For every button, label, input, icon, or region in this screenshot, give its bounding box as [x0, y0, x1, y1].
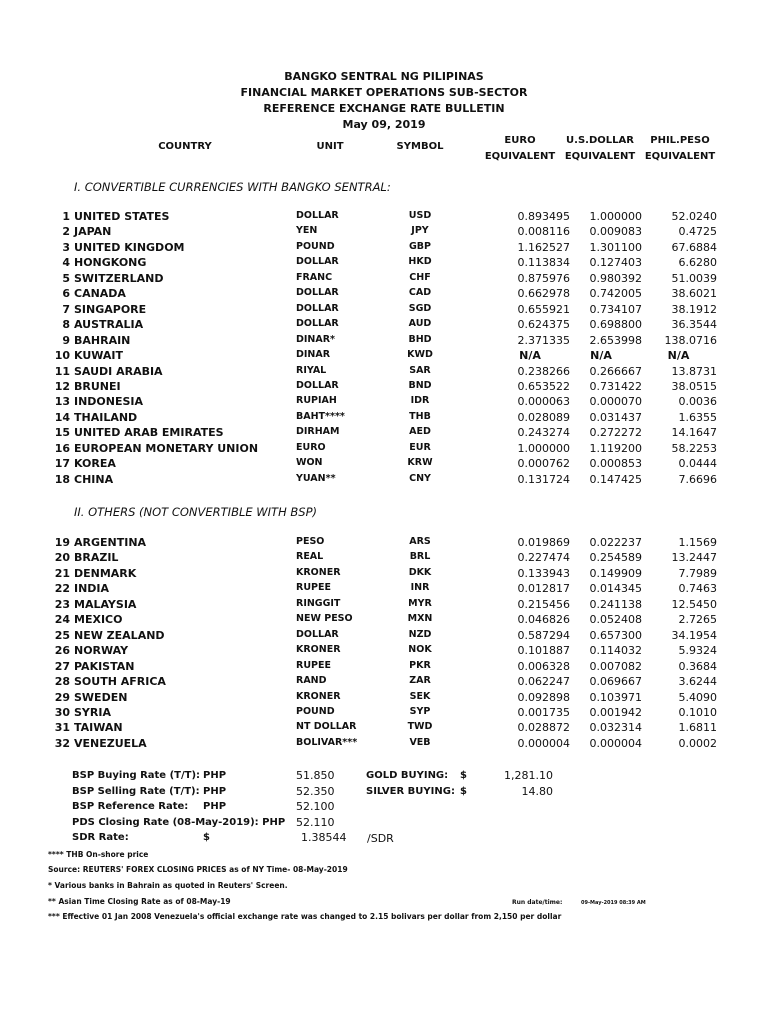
bank-name: BANGKO SENTRAL NG PILIPINAS: [284, 70, 484, 83]
row-number: 14: [54, 410, 70, 424]
currency-symbol: IDR: [410, 395, 430, 407]
bsp-reference-rate-label: BSP Reference Rate:: [72, 801, 189, 812]
currency-unit: DOLLAR: [296, 210, 339, 221]
currency-symbol: HKD: [408, 256, 432, 268]
row-number: 22: [54, 582, 70, 596]
euro-equivalent: 0.028089: [517, 410, 570, 424]
bsp-selling-rate-label: BSP Selling Rate (T/T):: [72, 786, 200, 797]
row-number: 1: [62, 210, 70, 223]
currency-symbol: DKK: [408, 566, 432, 578]
column-country: COUNTRY: [158, 141, 212, 152]
country-name: SOUTH AFRICA: [74, 675, 166, 689]
euro-equivalent: 0.875976: [517, 271, 570, 285]
currency-symbol: BRL: [409, 551, 431, 563]
euro-equivalent: 0.238266: [517, 364, 570, 378]
country-name: THAILAND: [74, 410, 138, 424]
currency-unit: DIRHAM: [296, 426, 340, 438]
php-equivalent: 67.6884: [671, 240, 717, 254]
usd-equivalent: 1.301100: [589, 240, 642, 254]
country-name: INDIA: [74, 582, 110, 596]
usd-equivalent: 0.000004: [589, 736, 642, 750]
gold-buying-value: 1,281.10: [504, 769, 553, 782]
silver-buying-value: 14.80: [521, 785, 553, 798]
currency-symbol: SGD: [408, 302, 432, 314]
currency-symbol: THB: [409, 410, 431, 422]
silver-buying-label: SILVER BUYING:: [366, 786, 455, 797]
php-equivalent: 38.0515: [671, 379, 717, 393]
euro-equivalent: 0.662978: [517, 287, 570, 301]
currency-unit: RAND: [296, 675, 327, 687]
sdr-rate-label: SDR Rate:: [72, 832, 129, 843]
currency-symbol: SEK: [409, 690, 431, 702]
currency-symbol: MXN: [407, 613, 433, 625]
euro-equivalent: 0.008116: [517, 225, 570, 239]
row-number: 9: [62, 333, 70, 347]
euro-equivalent: 0.131724: [517, 472, 570, 486]
table-row: [0, 303, 768, 318]
table-row: [0, 644, 768, 659]
usd-equivalent: 0.001942: [589, 705, 642, 719]
euro-equivalent: 0.012817: [517, 582, 570, 596]
country-name: BRUNEI: [74, 379, 121, 393]
table-row: [0, 349, 768, 364]
table-row: [0, 551, 768, 566]
table-row: [0, 442, 768, 457]
row-number: 7: [62, 302, 70, 316]
table-row: [0, 241, 768, 256]
bsp-reference-rate-value: 52.100: [296, 800, 335, 813]
php-equivalent: 13.2447: [671, 551, 717, 565]
currency-symbol: JPY: [411, 225, 429, 237]
currency-symbol: USD: [408, 210, 432, 221]
currency-unit: BAHT****: [296, 410, 345, 422]
row-number: 10: [54, 349, 70, 363]
euro-equivalent: 1.000000: [517, 441, 570, 455]
currency-symbol: BND: [408, 379, 432, 391]
bsp-buying-rate-label: BSP Buying Rate (T/T):: [72, 770, 201, 781]
sdr-rate-unit: /SDR: [367, 832, 394, 845]
row-number: 5: [62, 271, 70, 285]
run-date-value: 09-May-2019 08:39 AM: [581, 900, 646, 906]
usd-equivalent: 0.000853: [589, 457, 642, 471]
row-number: 20: [54, 551, 70, 565]
currency-unit: YUAN**: [296, 472, 336, 484]
usd-equivalent: 1.000000: [589, 210, 642, 223]
country-name: CHINA: [74, 472, 114, 486]
euro-equivalent: 0.653522: [517, 379, 570, 393]
euro-equivalent: 0.113834: [517, 256, 570, 270]
table-row: [0, 691, 768, 706]
row-number: 19: [54, 536, 70, 549]
row-number: 28: [54, 675, 70, 689]
table-row: [0, 395, 768, 410]
euro-equivalent: 0.001735: [517, 705, 570, 719]
currency-unit: RINGGIT: [296, 597, 341, 609]
currency-unit: RUPIAH: [296, 395, 337, 407]
currency-unit: DOLLAR: [296, 318, 339, 330]
country-name: TAIWAN: [74, 721, 123, 735]
country-name: PAKISTAN: [74, 659, 135, 673]
country-name: KOREA: [74, 457, 116, 471]
country-name: NORWAY: [74, 644, 129, 658]
country-name: BAHRAIN: [74, 333, 131, 347]
row-number: 3: [62, 240, 70, 254]
row-number: 31: [54, 721, 70, 735]
currency-symbol: NOK: [408, 644, 432, 656]
usd-equivalent: 0.009083: [589, 225, 642, 239]
country-name: CANADA: [74, 287, 126, 301]
country-name: SWITZERLAND: [74, 271, 164, 285]
euro-equivalent: N/A: [519, 349, 541, 363]
usd-equivalent: 0.980392: [589, 271, 642, 285]
php-equivalent: 34.1954: [671, 628, 717, 642]
currency-unit: KRONER: [296, 566, 341, 578]
country-name: UNITED KINGDOM: [74, 240, 185, 254]
footnote-asian-time: ** Asian Time Closing Rate as of 08-May-19: [48, 897, 231, 906]
country-name: MEXICO: [74, 613, 123, 627]
table-row: [0, 457, 768, 472]
row-number: 18: [54, 472, 70, 486]
footnote-venezuela: *** Effective 01 Jan 2008 Venezuela's official exchange rate was changed to 2.15 bolivars per dollar from 2,150 per dollar: [48, 912, 562, 921]
row-number: 21: [54, 566, 70, 580]
php-equivalent: N/A: [667, 349, 690, 363]
php-equivalent: 36.3544: [671, 318, 717, 332]
currency-symbol: NZD: [408, 628, 432, 640]
php-equivalent: 38.6021: [671, 287, 717, 301]
php-equivalent: 12.5450: [671, 597, 717, 611]
usd-equivalent: 1.119200: [589, 441, 642, 455]
section-others-title: II. OTHERS (NOT CONVERTIBLE WITH BSP): [74, 505, 317, 519]
currency-symbol: CNY: [409, 472, 431, 484]
table-row: [0, 675, 768, 690]
usd-equivalent: 0.069667: [589, 675, 642, 689]
table-row: [0, 706, 768, 721]
row-number: 4: [62, 256, 70, 270]
table-row: [0, 536, 768, 551]
php-equivalent: 3.6244: [678, 675, 717, 689]
table-row: [0, 287, 768, 302]
country-name: AUSTRALIA: [74, 318, 144, 332]
column-php-bottom: EQUIVALENT: [644, 151, 716, 162]
php-equivalent: 1.6811: [678, 721, 717, 735]
bulletin-date: May 09, 2019: [342, 118, 426, 131]
php-equivalent: 0.1010: [678, 705, 717, 719]
country-name: SYRIA: [74, 705, 111, 719]
row-number: 8: [62, 318, 70, 332]
country-name: ARGENTINA: [74, 536, 147, 549]
currency-symbol: CAD: [408, 287, 432, 299]
currency-unit: POUND: [296, 705, 335, 717]
currency-unit: REAL: [296, 551, 324, 563]
euro-equivalent: 0.133943: [517, 566, 570, 580]
euro-equivalent: 0.000004: [517, 736, 570, 750]
column-symbol: SYMBOL: [396, 141, 444, 152]
currency-symbol: BHD: [408, 333, 432, 345]
currency-symbol: VEB: [409, 736, 431, 748]
pds-closing-rate-label: PDS Closing Rate (08-May-2019): PHP: [72, 817, 286, 828]
currency-unit: DOLLAR: [296, 302, 339, 314]
pds-closing-rate-value: 52.110: [296, 816, 335, 829]
usd-equivalent: 0.734107: [589, 302, 642, 316]
usd-equivalent: 0.052408: [589, 613, 642, 627]
currency-symbol: ZAR: [409, 675, 431, 687]
row-number: 30: [54, 705, 70, 719]
country-name: JAPAN: [74, 225, 112, 239]
table-row: [0, 225, 768, 240]
usd-equivalent: 2.653998: [589, 333, 642, 347]
row-number: 13: [54, 395, 70, 409]
country-name: INDONESIA: [74, 395, 144, 409]
table-row: [0, 334, 768, 349]
euro-equivalent: 0.006328: [517, 659, 570, 673]
column-usd-top: U.S.DOLLAR: [566, 135, 634, 146]
table-row: [0, 411, 768, 426]
php-equivalent: 0.7463: [678, 582, 717, 596]
usd-equivalent: 0.000070: [589, 395, 642, 409]
usd-equivalent: 0.272272: [589, 426, 642, 440]
usd-equivalent: 0.742005: [589, 287, 642, 301]
euro-equivalent: 0.227474: [517, 551, 570, 565]
currency-unit: YEN: [296, 225, 318, 237]
currency-unit: DOLLAR: [296, 379, 339, 391]
footnote-thb: **** THB On-shore price: [48, 850, 149, 859]
currency-unit: POUND: [296, 240, 335, 252]
usd-equivalent: 0.127403: [589, 256, 642, 270]
php-equivalent: 1.1569: [678, 536, 717, 549]
currency-symbol: PKR: [409, 659, 431, 671]
column-php-top: PHIL.PESO: [650, 135, 710, 146]
currency-symbol: GBP: [408, 240, 431, 252]
usd-equivalent: 0.149909: [589, 566, 642, 580]
currency-unit: BOLIVAR***: [296, 736, 358, 748]
php-equivalent: 5.4090: [678, 690, 717, 704]
php-equivalent: 2.7265: [678, 613, 717, 627]
usd-equivalent: 0.114032: [589, 644, 642, 658]
currency-unit: KRONER: [296, 690, 341, 702]
table-row: [0, 629, 768, 644]
currency-symbol: AUD: [408, 318, 432, 330]
country-name: SWEDEN: [74, 690, 128, 704]
usd-equivalent: 0.103971: [589, 690, 642, 704]
php-equivalent: 0.3684: [678, 659, 717, 673]
row-number: 23: [54, 597, 70, 611]
country-name: SINGAPORE: [74, 302, 147, 316]
table-row: [0, 660, 768, 675]
column-euro-top: EURO: [504, 135, 536, 146]
euro-equivalent: 2.371335: [517, 333, 570, 347]
table-row: [0, 582, 768, 597]
country-name: SAUDI ARABIA: [74, 364, 163, 378]
php-equivalent: 51.0039: [671, 271, 717, 285]
usd-equivalent: 0.147425: [589, 472, 642, 486]
usd-equivalent: 0.266667: [589, 364, 642, 378]
currency-unit: DINAR*: [296, 333, 336, 345]
country-name: EUROPEAN MONETARY UNION: [74, 441, 259, 455]
php-equivalent: 0.0002: [678, 736, 717, 750]
euro-equivalent: 0.062247: [517, 675, 570, 689]
table-row: [0, 380, 768, 395]
euro-equivalent: 0.019869: [517, 536, 570, 549]
usd-equivalent: 0.241138: [589, 597, 642, 611]
currency-unit: PESO: [296, 536, 325, 547]
php-equivalent: 14.1647: [671, 426, 717, 440]
gold-buying-label: GOLD BUYING:: [366, 770, 449, 781]
table-row: [0, 256, 768, 271]
country-name: DENMARK: [74, 566, 137, 580]
country-name: UNITED STATES: [74, 210, 170, 223]
row-number: 15: [54, 426, 70, 440]
currency-unit: DOLLAR: [296, 256, 339, 268]
currency-unit: RUPEE: [296, 659, 331, 671]
row-number: 32: [54, 736, 70, 750]
bsp-buying-rate-currency: PHP: [203, 770, 227, 781]
usd-equivalent: 0.698800: [589, 318, 642, 332]
bsp-selling-rate-value: 52.350: [296, 785, 335, 798]
table-row: [0, 567, 768, 582]
gold-buying-currency: $: [460, 770, 467, 781]
usd-equivalent: 0.657300: [589, 628, 642, 642]
country-name: VENEZUELA: [74, 736, 147, 750]
php-equivalent: 7.6696: [678, 472, 717, 486]
currency-unit: EURO: [296, 441, 326, 453]
currency-symbol: TWD: [407, 721, 433, 733]
euro-equivalent: 0.092898: [517, 690, 570, 704]
country-name: NEW ZEALAND: [74, 628, 165, 642]
bulletin-title: REFERENCE EXCHANGE RATE BULLETIN: [263, 102, 505, 115]
euro-equivalent: 0.215456: [517, 597, 570, 611]
euro-equivalent: 0.101887: [517, 644, 570, 658]
php-equivalent: 0.4725: [678, 225, 717, 239]
table-row: [0, 318, 768, 333]
table-row: [0, 272, 768, 287]
currency-symbol: SYP: [409, 705, 431, 717]
row-number: 25: [54, 628, 70, 642]
currency-unit: WON: [296, 457, 323, 469]
currency-symbol: MYR: [408, 597, 432, 609]
usd-equivalent: 0.007082: [589, 659, 642, 673]
table-row: [0, 365, 768, 380]
euro-equivalent: 0.587294: [517, 628, 570, 642]
php-equivalent: 38.1912: [671, 302, 717, 316]
table-row: [0, 598, 768, 613]
php-equivalent: 0.0444: [678, 457, 717, 471]
currency-unit: KRONER: [296, 644, 341, 656]
euro-equivalent: 0.624375: [517, 318, 570, 332]
row-number: 12: [54, 379, 70, 393]
php-equivalent: 5.9324: [678, 644, 717, 658]
row-number: 6: [62, 287, 70, 301]
row-number: 17: [54, 457, 70, 471]
country-name: BRAZIL: [74, 551, 119, 565]
country-name: MALAYSIA: [74, 597, 137, 611]
usd-equivalent: 0.022237: [589, 536, 642, 549]
footnote-source: Source: REUTERS' FOREX CLOSING PRICES as of NY Time- 08-May-2019: [48, 865, 348, 874]
php-equivalent: 1.6355: [678, 410, 717, 424]
usd-equivalent: 0.254589: [589, 551, 642, 565]
currency-unit: DINAR: [296, 349, 331, 361]
sdr-rate-value: 1.38544: [301, 831, 347, 844]
currency-symbol: EUR: [409, 441, 431, 453]
euro-equivalent: 0.000762: [517, 457, 570, 471]
table-row: [0, 613, 768, 628]
currency-symbol: ARS: [409, 536, 431, 547]
country-name: UNITED ARAB EMIRATES: [74, 426, 224, 440]
currency-unit: RUPEE: [296, 582, 331, 594]
run-date-label: Run date/time:: [512, 899, 563, 906]
table-row: [0, 473, 768, 488]
php-equivalent: 13.8731: [671, 364, 717, 378]
table-row: [0, 426, 768, 441]
php-equivalent: 6.6280: [678, 256, 717, 270]
country-name: KUWAIT: [74, 349, 124, 363]
currency-unit: RIYAL: [296, 364, 327, 376]
column-euro-bottom: EQUIVALENT: [484, 151, 556, 162]
silver-buying-currency: $: [460, 786, 467, 797]
row-number: 27: [54, 659, 70, 673]
bsp-reference-rate-currency: PHP: [203, 801, 227, 812]
row-number: 16: [54, 441, 70, 455]
euro-equivalent: 0.655921: [517, 302, 570, 316]
currency-unit: NT DOLLAR: [296, 721, 357, 733]
currency-symbol: KWD: [407, 349, 433, 361]
usd-equivalent: 0.032314: [589, 721, 642, 735]
currency-unit: FRANC: [296, 271, 333, 283]
php-equivalent: 0.0036: [678, 395, 717, 409]
currency-symbol: INR: [410, 582, 430, 594]
euro-equivalent: 0.243274: [517, 426, 570, 440]
bsp-buying-rate-value: 51.850: [296, 769, 335, 782]
row-number: 2: [62, 225, 70, 239]
row-number: 26: [54, 644, 70, 658]
column-usd-bottom: EQUIVALENT: [564, 151, 636, 162]
usd-equivalent: N/A: [590, 349, 612, 363]
currency-symbol: AED: [409, 426, 431, 438]
usd-equivalent: 0.014345: [589, 582, 642, 596]
country-name: HONGKONG: [74, 256, 147, 270]
php-equivalent: 7.7989: [678, 566, 717, 580]
table-row: [0, 721, 768, 736]
currency-unit: NEW PESO: [296, 613, 353, 625]
bsp-selling-rate-currency: PHP: [203, 786, 227, 797]
usd-equivalent: 0.031437: [589, 410, 642, 424]
currency-unit: DOLLAR: [296, 628, 339, 640]
currency-symbol: CHF: [409, 271, 431, 283]
euro-equivalent: 0.028872: [517, 721, 570, 735]
row-number: 24: [54, 613, 70, 627]
table-row: [0, 210, 768, 225]
currency-symbol: SAR: [409, 364, 431, 376]
currency-unit: DOLLAR: [296, 287, 339, 299]
column-unit: UNIT: [316, 141, 344, 152]
euro-equivalent: 0.046826: [517, 613, 570, 627]
section-convertible-title: I. CONVERTIBLE CURRENCIES WITH BANGKO SENTRAL:: [74, 180, 391, 194]
row-number: 29: [54, 690, 70, 704]
euro-equivalent: 1.162527: [517, 240, 570, 254]
usd-equivalent: 0.731422: [589, 379, 642, 393]
table-row: [0, 737, 768, 752]
euro-equivalent: 0.893495: [517, 210, 570, 223]
euro-equivalent: 0.000063: [517, 395, 570, 409]
php-equivalent: 52.0240: [671, 210, 717, 223]
row-number: 11: [54, 364, 70, 378]
php-equivalent: 58.2253: [671, 441, 717, 455]
sub-sector-title: FINANCIAL MARKET OPERATIONS SUB-SECTOR: [240, 86, 528, 99]
php-equivalent: 138.0716: [664, 333, 717, 347]
currency-symbol: KRW: [407, 457, 433, 469]
sdr-rate-currency: $: [203, 832, 210, 843]
footnote-bahrain: * Various banks in Bahrain as quoted in Reuters' Screen.: [48, 881, 288, 890]
